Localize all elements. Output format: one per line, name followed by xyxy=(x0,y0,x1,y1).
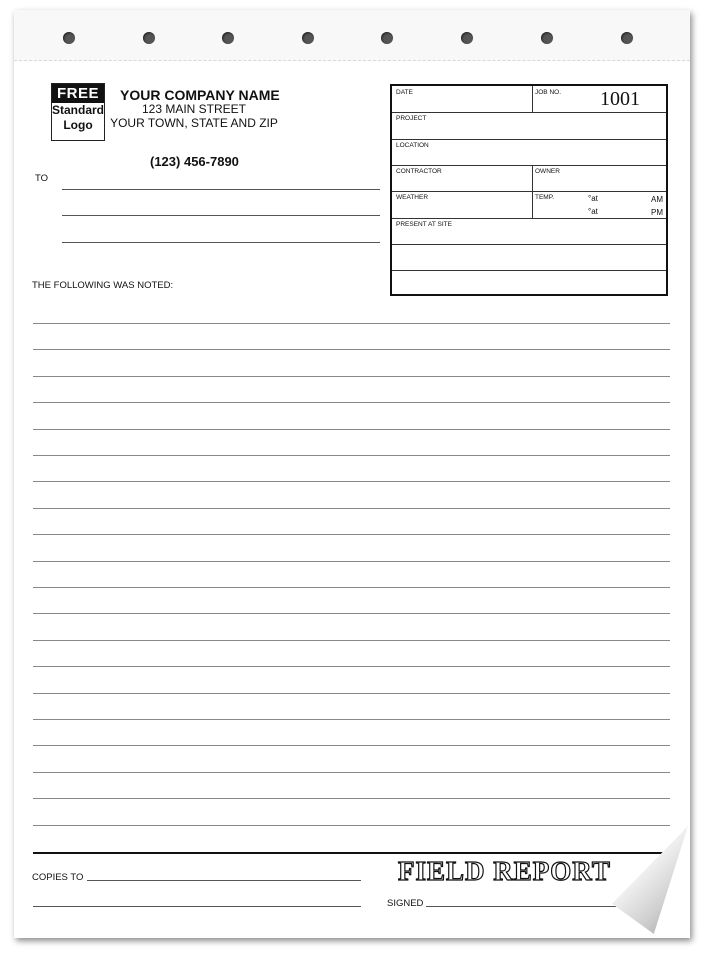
copies-to-line-2[interactable] xyxy=(33,906,361,907)
logo-free: FREE xyxy=(52,84,104,103)
row-divider xyxy=(392,191,666,192)
note-line[interactable] xyxy=(33,640,670,641)
location-label: LOCATION xyxy=(396,142,429,149)
note-line[interactable] xyxy=(33,613,670,614)
divider xyxy=(532,86,533,112)
punch-hole xyxy=(143,32,155,44)
project-label: PROJECT xyxy=(396,115,427,122)
note-line[interactable] xyxy=(33,719,670,720)
punch-hole xyxy=(222,32,234,44)
note-line[interactable] xyxy=(33,825,670,826)
company-phone: (123) 456-7890 xyxy=(150,154,239,169)
punch-hole xyxy=(541,32,553,44)
present-at-site-label: PRESENT AT SITE xyxy=(396,221,452,228)
company-name: YOUR COMPANY NAME xyxy=(120,87,280,103)
note-line[interactable] xyxy=(33,429,670,430)
note-line[interactable] xyxy=(33,481,670,482)
weather-label: WEATHER xyxy=(396,194,429,201)
note-line[interactable] xyxy=(33,666,670,667)
punch-hole xyxy=(63,32,75,44)
footer-rule xyxy=(33,852,670,854)
note-line[interactable] xyxy=(33,772,670,773)
copies-to-label: COPIES TO xyxy=(32,872,84,883)
to-label: TO xyxy=(35,173,49,184)
job-no-label: JOB NO. xyxy=(535,89,562,96)
job-number: 1001 xyxy=(600,88,640,110)
logo-line1: Standard xyxy=(52,103,105,117)
row-divider xyxy=(392,218,666,219)
temp-at-pm: °at xyxy=(588,207,598,216)
pm-label: PM xyxy=(651,208,663,217)
job-info-box xyxy=(390,84,668,296)
punch-hole xyxy=(302,32,314,44)
form-title: FIELD REPORT xyxy=(398,856,611,886)
signed-line[interactable] xyxy=(426,906,616,907)
punch-hole xyxy=(381,32,393,44)
copies-to-line[interactable] xyxy=(87,880,361,881)
perforated-strip xyxy=(14,10,690,61)
am-label: AM xyxy=(651,195,663,204)
to-line-1[interactable] xyxy=(62,189,380,190)
temp-at-am: °at xyxy=(588,194,598,203)
punch-hole xyxy=(461,32,473,44)
noted-label: THE FOLLOWING WAS NOTED: xyxy=(32,280,174,291)
note-line[interactable] xyxy=(33,455,670,456)
note-line[interactable] xyxy=(33,798,670,799)
note-line[interactable] xyxy=(33,534,670,535)
row-divider xyxy=(392,139,666,140)
note-line[interactable] xyxy=(33,745,670,746)
row-divider xyxy=(392,112,666,113)
note-line[interactable] xyxy=(33,376,670,377)
temp-label: TEMP. xyxy=(535,194,555,201)
row-divider xyxy=(392,270,666,271)
punch-hole xyxy=(621,32,633,44)
signed-label: SIGNED xyxy=(387,898,424,909)
to-line-3[interactable] xyxy=(62,242,380,243)
logo-line2: Logo xyxy=(63,118,93,132)
note-line[interactable] xyxy=(33,693,670,694)
owner-label: OWNER xyxy=(535,168,560,175)
note-line[interactable] xyxy=(33,402,670,403)
date-label: DATE xyxy=(396,89,413,96)
row-divider xyxy=(392,165,666,166)
note-line[interactable] xyxy=(33,561,670,562)
company-street: 123 MAIN STREET xyxy=(141,102,247,116)
to-line-2[interactable] xyxy=(62,215,380,216)
note-line[interactable] xyxy=(33,349,670,350)
note-line[interactable] xyxy=(33,587,670,588)
note-line[interactable] xyxy=(33,508,670,509)
company-city: YOUR TOWN, STATE AND ZIP xyxy=(110,116,278,130)
note-line[interactable] xyxy=(33,323,670,324)
contractor-label: CONTRACTOR xyxy=(396,168,442,175)
row-divider xyxy=(392,244,666,245)
